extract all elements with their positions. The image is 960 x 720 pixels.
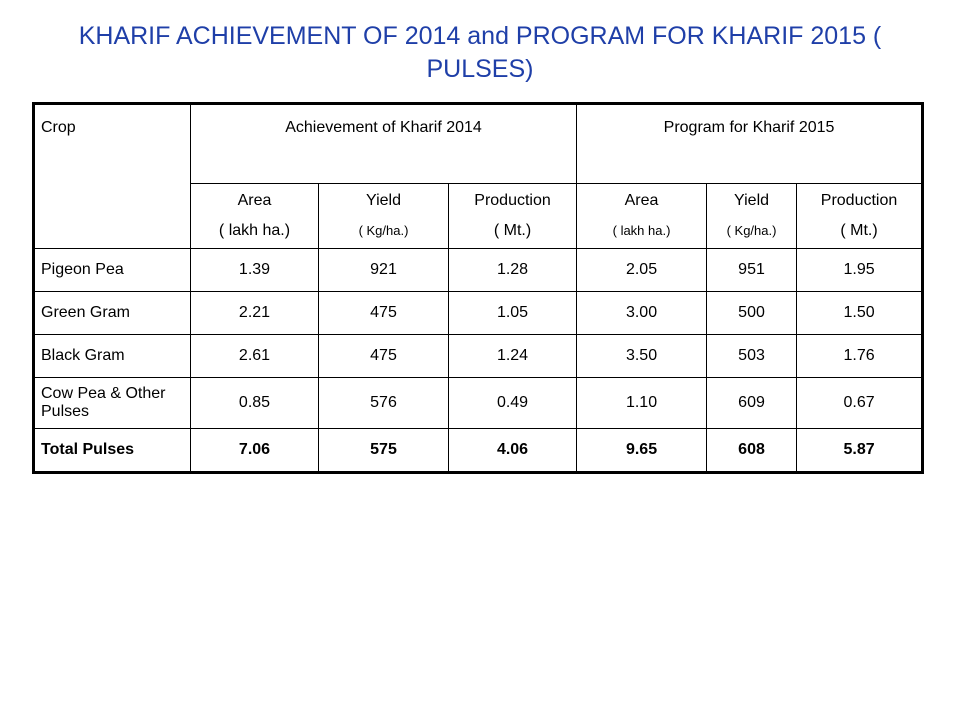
yield-2014-cell: 576 — [319, 378, 449, 429]
yield-2015-cell: 500 — [707, 292, 797, 335]
area-2015-cell: 3.50 — [577, 335, 707, 378]
table-row — [34, 249, 923, 292]
yield-2014-cell: 475 — [319, 292, 449, 335]
area-2014-cell: 1.39 — [191, 249, 319, 292]
yield-2015-cell: 503 — [707, 335, 797, 378]
table-row — [34, 292, 923, 335]
header-row-groups — [34, 104, 923, 184]
header-yield-2015: Yield ( Kg/ha.) — [707, 184, 797, 249]
page-title: KHARIF ACHIEVEMENT OF 2014 and PROGRAM FOR KHARIF 2015 ( PULSES) — [78, 22, 882, 83]
table-row — [34, 378, 923, 429]
crop-cell: Cow Pea & Other Pulses — [34, 378, 191, 429]
production-2015-cell: 5.87 — [797, 429, 923, 473]
yield-2015-cell: 609 — [707, 378, 797, 429]
yield-2014-cell: 921 — [319, 249, 449, 292]
production-2015-cell: 0.67 — [797, 378, 923, 429]
production-2014-cell: 4.06 — [449, 429, 577, 473]
area-2014-cell: 2.61 — [191, 335, 319, 378]
header-area-2015: Area ( lakh ha.) — [577, 184, 707, 249]
area-2015-cell: 1.10 — [577, 378, 707, 429]
header-area-2014: Area ( lakh ha.) — [191, 184, 319, 249]
production-2015-cell: 1.50 — [797, 292, 923, 335]
pulses-table — [32, 102, 924, 474]
yield-2014-cell: 575 — [319, 429, 449, 473]
yield-2014-cell: 475 — [319, 335, 449, 378]
production-2014-cell: 0.49 — [449, 378, 577, 429]
header-production-2015: Production ( Mt.) — [797, 184, 923, 249]
area-2015-cell: 3.00 — [577, 292, 707, 335]
header-production-2014: Production ( Mt.) — [449, 184, 577, 249]
header-program-2015: Program for Kharif 2015 — [577, 104, 923, 184]
header-yield-2014: Yield ( Kg/ha.) — [319, 184, 449, 249]
area-2014-cell: 0.85 — [191, 378, 319, 429]
table-row — [34, 335, 923, 378]
production-2014-cell: 1.24 — [449, 335, 577, 378]
area-2014-cell: 7.06 — [191, 429, 319, 473]
yield-2015-cell: 951 — [707, 249, 797, 292]
header-achievement-2014: Achievement of Kharif 2014 — [191, 104, 577, 184]
crop-cell: Pigeon Pea — [34, 249, 191, 292]
total-row — [34, 429, 923, 473]
production-2014-cell: 1.28 — [449, 249, 577, 292]
production-2015-cell: 1.76 — [797, 335, 923, 378]
yield-2015-cell: 608 — [707, 429, 797, 473]
crop-cell: Green Gram — [34, 292, 191, 335]
production-2015-cell: 1.95 — [797, 249, 923, 292]
header-crop: Crop — [34, 104, 191, 249]
crop-cell: Total Pulses — [34, 429, 191, 473]
crop-cell: Black Gram — [34, 335, 191, 378]
production-2014-cell: 1.05 — [449, 292, 577, 335]
area-2014-cell: 2.21 — [191, 292, 319, 335]
area-2015-cell: 2.05 — [577, 249, 707, 292]
area-2015-cell: 9.65 — [577, 429, 707, 473]
